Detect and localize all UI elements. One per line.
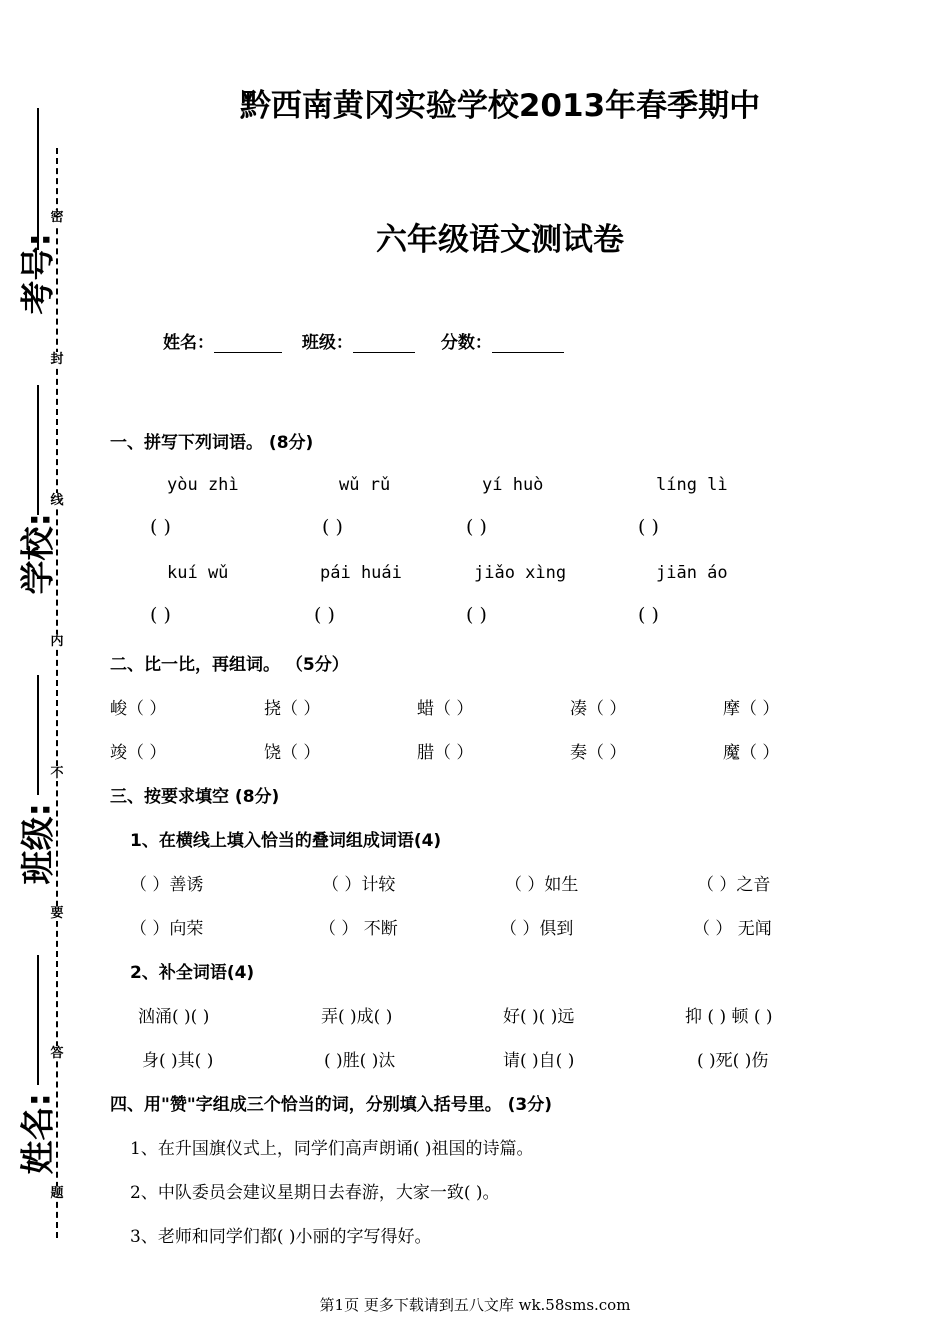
answer-box-5[interactable]: ( ) [150, 604, 171, 626]
idiom-item[interactable]: ( )胜( )汰 [324, 1051, 396, 1071]
section3-heading: 三、按要求填空 (8分) [110, 787, 280, 807]
fill-sentence-2[interactable]: 2、中队委员会建议星期日去春游，大家一致( )。 [130, 1183, 500, 1203]
seal-mark-da: 答 [50, 1046, 64, 1061]
pinyin-3: yí huò [482, 475, 544, 495]
score-blank[interactable] [492, 334, 564, 353]
reduplication-item[interactable]: （ ）善诱 [130, 875, 204, 895]
name-blank[interactable] [214, 334, 282, 353]
compare-item[interactable]: 竣（ ） [110, 743, 167, 763]
exam-title-line2: 六年级语文测试卷 [376, 222, 624, 258]
idiom-item[interactable]: 好( )( )远 [503, 1007, 575, 1027]
pinyin-4: líng lì [656, 475, 728, 495]
reduplication-item[interactable]: （ ）如生 [505, 875, 579, 895]
name-field-label: 姓名： [163, 333, 214, 353]
reduplication-item[interactable]: （ ） 无闻 [693, 919, 772, 939]
pinyin-6: pái huái [320, 563, 402, 583]
answer-box-3[interactable]: ( ) [466, 516, 487, 538]
compare-item[interactable]: 魔（ ） [723, 743, 780, 763]
compare-item[interactable]: 峻（ ） [110, 699, 167, 719]
name-label: 姓名: [18, 1092, 59, 1175]
class-blank[interactable] [353, 334, 415, 353]
answer-box-7[interactable]: ( ) [466, 604, 487, 626]
idiom-item[interactable]: 汹涌( )( ) [138, 1007, 210, 1027]
answer-box-1[interactable]: ( ) [150, 516, 171, 538]
fill-sentence-1[interactable]: 1、在升国旗仪式上，同学们高声朗诵( )祖国的诗篇。 [130, 1139, 534, 1159]
compare-item[interactable]: 凑（ ） [570, 699, 627, 719]
idiom-item[interactable]: 弄( )成( ) [321, 1007, 393, 1027]
q1-instruction: 1、在横线上填入恰当的叠词组成词语(4) [130, 831, 442, 851]
section1-heading: 一、拼写下列词语。 (8分) [110, 433, 314, 453]
answer-box-2[interactable]: ( ) [322, 516, 343, 538]
class-label: 班级: [18, 802, 59, 885]
name-underline [37, 955, 39, 1085]
section4-heading: 四、用"赞"字组成三个恰当的词，分别填入括号里。 (3分) [110, 1095, 552, 1115]
idiom-item[interactable]: 身( )其( ) [142, 1051, 214, 1071]
compare-item[interactable]: 腊（ ） [417, 743, 474, 763]
seal-mark-ti: 题 [50, 1186, 64, 1201]
q2-instruction: 2、补全词语(4) [130, 963, 255, 983]
reduplication-item[interactable]: （ ） 不断 [319, 919, 398, 939]
answer-box-6[interactable]: ( ) [314, 604, 335, 626]
pinyin-7: jiǎo xìng [474, 563, 567, 583]
fill-sentence-3[interactable]: 3、老师和同学们都( )小丽的字写得好。 [130, 1227, 432, 1247]
seal-mark-feng: 封 [50, 352, 64, 367]
compare-item[interactable]: 摩（ ） [723, 699, 780, 719]
section2-heading: 二、比一比，再组词。 （5分） [110, 655, 349, 675]
score-field-label: 分数： [440, 333, 492, 353]
exam-title-line1: 黔西南黄冈实验学校2013年春季期中 [239, 88, 761, 124]
reduplication-item[interactable]: （ ）之音 [697, 875, 771, 895]
class-field-label: 班级： [301, 333, 353, 353]
compare-item[interactable]: 饶（ ） [264, 743, 321, 763]
reduplication-item[interactable]: （ ）俱到 [500, 919, 574, 939]
reduplication-item[interactable]: （ ）向荣 [130, 919, 204, 939]
answer-box-8[interactable]: ( ) [638, 604, 659, 626]
seal-mark-bu: 不 [50, 766, 64, 781]
answer-box-4[interactable]: ( ) [638, 516, 659, 538]
idiom-item[interactable]: 请( )自( ) [503, 1051, 575, 1071]
class-underline [37, 675, 39, 795]
seal-mark-xian: 线 [50, 493, 64, 508]
compare-item[interactable]: 蜡（ ） [417, 699, 474, 719]
seal-dashed-line [56, 148, 58, 1238]
exam-no-label: 考号: [18, 232, 59, 315]
pinyin-5: kuí wǔ [167, 563, 229, 583]
pinyin-2: wǔ rǔ [339, 475, 391, 495]
school-label: 学校: [18, 512, 59, 595]
page-footer: 第1页 更多下载请到五八文库 wk.58sms.com [319, 1296, 631, 1314]
school-underline [37, 385, 39, 515]
pinyin-8: jiān áo [656, 563, 728, 583]
student-info-row [163, 328, 564, 353]
reduplication-item[interactable]: （ ）计较 [322, 875, 396, 895]
seal-mark-yao: 要 [50, 906, 64, 921]
idiom-item[interactable]: 抑 ( ) 顿 ( ) [685, 1007, 773, 1027]
idiom-item[interactable]: ( )死( )伤 [697, 1051, 769, 1071]
seal-mark-nei: 内 [50, 634, 64, 649]
seal-mark-mi: 密 [50, 210, 64, 225]
compare-item[interactable]: 奏（ ） [570, 743, 627, 763]
pinyin-1: yòu zhì [167, 475, 239, 495]
compare-item[interactable]: 挠（ ） [264, 699, 321, 719]
